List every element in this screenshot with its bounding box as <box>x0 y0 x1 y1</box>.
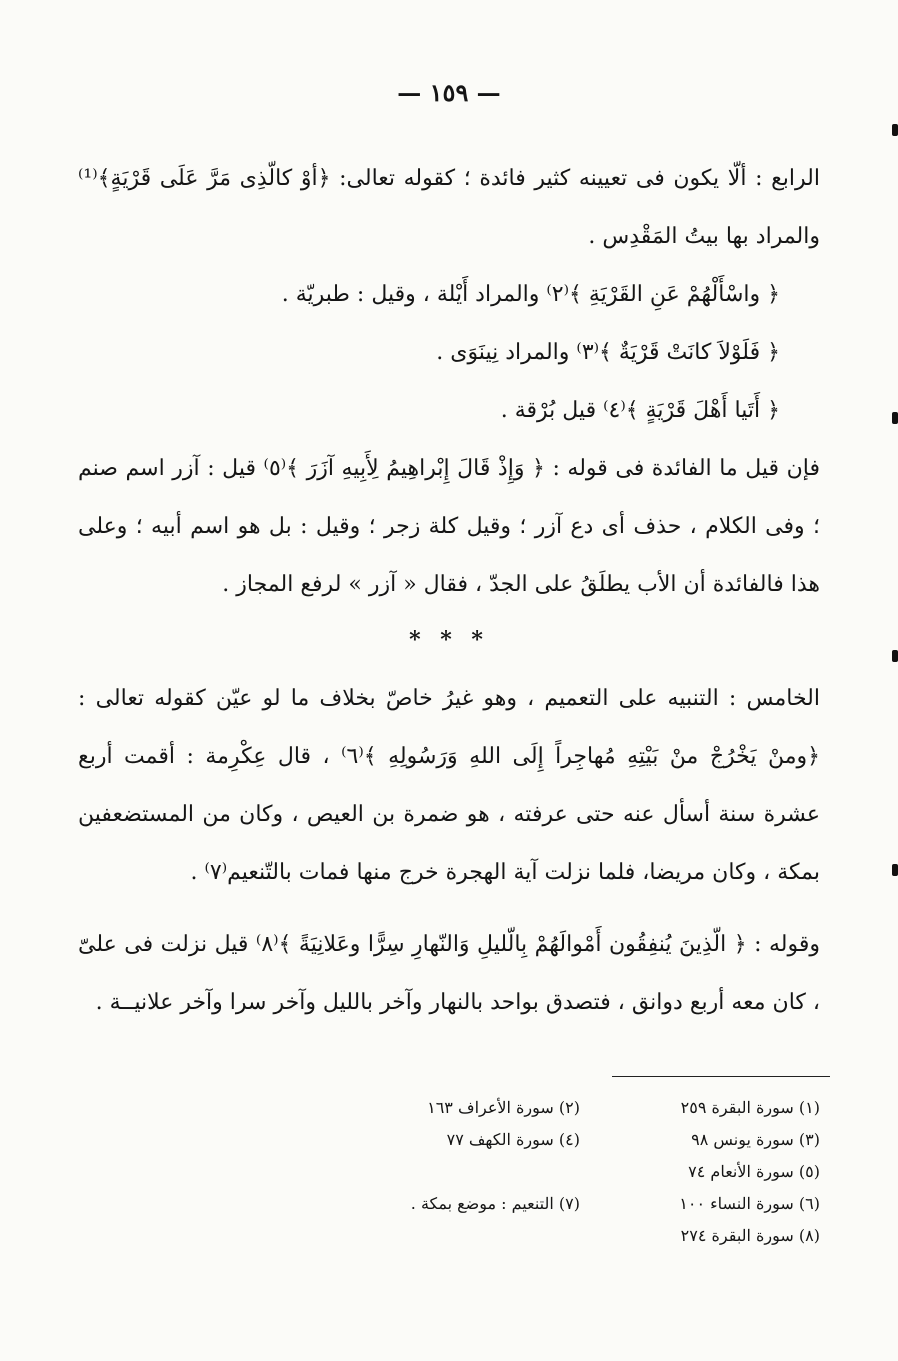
footnote-2: (٢) سورة الأعراف ١٦٣ <box>427 1098 580 1117</box>
paragraph-azar: فإن قيل ما الفائدة فى قوله : ﴿ وَإِذْ قَالَ إِبْراهِيمُ لِأَبِيهِ آزَرَ ﴾⁽٥⁾ قيل : آزر اسم صنم ؛ وفى الكلام ، حذف أى دع آزر ؛ وقيل كلة زجر ؛ وقيل : بل هو اسم أبيه ؛ وعلى هذا فالفائدة أن الأب يطلَقُ على الجدّ ، فقال « آزر » لرفع المجاز . <box>78 456 820 597</box>
footnote-3: (٣) سورة يونس ٩٨ <box>691 1130 820 1149</box>
footnote-empty <box>340 1156 580 1188</box>
footnote-row <box>340 1156 820 1188</box>
paragraph-gap <box>78 902 820 916</box>
binding-mark <box>892 864 898 876</box>
paragraph-fourth: الرابع : ألّا يكون فى تعيينه كثير فائدة ؛ كقوله تعالى: ﴿أوْ كالّذِى مَرَّ عَلَى قَرْيَةٍ﴾⁽¹⁾ والمراد بها بيتُ المَقْدِس . <box>78 166 820 249</box>
paragraph-infaq: وقوله : ﴿ الّذِينَ يُنفِقُون أَمْوالَهُمْ بِالّليلِ وَالنّهارِ سِرًّا وعَلانِيَةً ﴾⁽٨⁾ قيل نزلت فى علىّ ، كان معه أربع دوانق ، فتصدق بواحد بالنهار وآخر بالليل وآخر سرا وآخر علانيــة . <box>78 932 820 1015</box>
footnotes <box>340 1092 820 1252</box>
binding-mark <box>892 650 898 662</box>
page-number: — ١٥٩ — <box>397 78 501 107</box>
footnote-4: (٤) سورة الكهف ٧٧ <box>446 1130 580 1149</box>
footnote-row <box>340 1188 820 1220</box>
paragraph-quote-ayla: ﴿ واسْأَلْهُمْ عَنِ القَرْيَةِ ﴾⁽٢⁾ والمراد أَيْلة ، وقيل : طبريّة . <box>281 282 780 307</box>
footnote-empty <box>340 1220 580 1252</box>
footnote-row <box>340 1092 820 1124</box>
footnote-row <box>340 1124 820 1156</box>
paragraph-quote-ninawa: ﴿ فَلَوْلاَ كانَتْ قَرْيَةٌ ﴾⁽٣⁾ والمراد نِينَوَى . <box>436 340 780 365</box>
footnote-divider <box>612 1076 830 1077</box>
main-text <box>78 150 820 1032</box>
footnote-7: (٧) التنعيم : موضع بمكة . <box>410 1194 580 1213</box>
footnote-5: (٥) سورة الأنعام ٧٤ <box>688 1162 820 1181</box>
binding-mark <box>892 412 898 424</box>
footnote-1: (١) سورة البقرة ٢٥٩ <box>680 1098 820 1117</box>
footnote-row <box>340 1220 820 1252</box>
footnote-8: (٨) سورة البقرة ٢٧٤ <box>680 1226 820 1245</box>
paragraph-quote-burqa: ﴿ أَتَيا أَهْلَ قَرْيَةٍ ﴾⁽٤⁾ قيل بُرْقة . <box>500 398 780 423</box>
binding-mark <box>892 124 898 136</box>
paragraph-fifth: الخامس : التنبيه على التعميم ، وهو غيرُ خاصّ بخلاف ما لو عيّن كقوله تعالى : ﴿ومنْ يَخْرُجْ منْ بَيْتِهِ مُهاجِراً إِلَى اللهِ وَرَسُولِهِ ﴾⁽٦⁾ ، قال عِكْرِمة : أقمت أربع عشرة سنة أسأل عنه حتى عرفته ، هو ضمرة بن العيص ، وكان من المستضعفين بمكة ، وكان مريضا، فلما نزلت آية الهجرة خرج منها فمات بالتّنعيم⁽٧⁾ . <box>78 686 821 885</box>
footnote-6: (٦) سورة النساء ١٠٠ <box>679 1194 820 1213</box>
section-separator: * * * <box>409 627 489 653</box>
